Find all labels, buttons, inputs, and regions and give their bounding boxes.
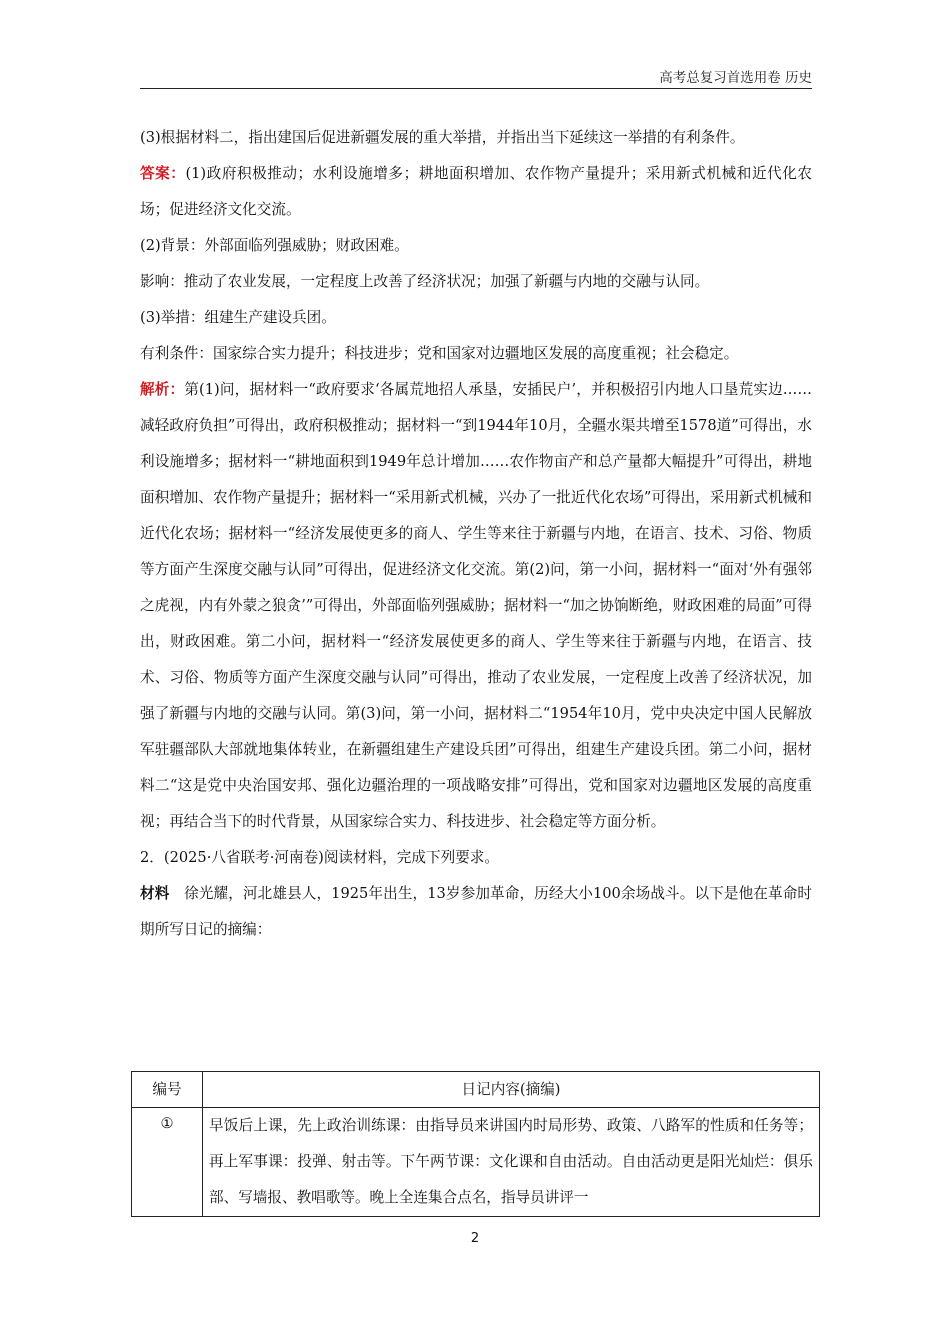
analysis-label: 解析： bbox=[140, 381, 185, 398]
table-header-content: 日记内容(摘编) bbox=[203, 1072, 820, 1108]
row-content: 早饭后上课，先上政治训练课：由指导员来讲国内时局形势、政策、八路军的性质和任务等；再上军事课：投弹、射击等。下午两节课：文化课和自由活动。自由活动更是阳光灿烂：俱乐部、写墙报、教唱歌等。晚上全连集合点名，指导员讲评一 bbox=[203, 1108, 820, 1217]
page-header bbox=[140, 66, 812, 89]
analysis-text: 第(1)问，据材料一“政府要求‘各属荒地招人承垦，安插民户’，并积极招引内地人口垦荒实边……减轻政府负担”可得出，政府积极推动；据材料一“到1944年10月，全疆水渠共增至1578道”可得出，水利设施增多；据材料一“耕地面积到1949年总计增加……农作物亩产和总产量都大幅提升”可得出，耕地面积增加、农作物产量提升；据材料一“采用新式机械，兴办了一批近代化农场”可得出，采用新式机械和近代化农场；据材料一“经济发展使更多的商人、学生等来往于新疆与内地，在语言、技术、习俗、物质等方面产生深度交融与认同”可得出，促进经济文化交流。第(2)问，第一小问，据材料一“面对‘外有强邻之虎视，内有外蒙之狼贪’”可得出，外部面临列强威胁；据材料一“加之协饷断绝，财政困难的局面”可得出，财政困难。第二小问，据材料一“经济发展使更多的商人、学生等来往于新疆与内地，在语言、技术、习俗、物质等方面产生深度交融与认同”可得出，推动了农业发展，一定程度上改善了经济状况，加强了新疆与内地的交融与认同。第(3)问，第一小问，据材料二“1954年10月，党中央决定中国人民解放军驻疆部队大部就地集体转业，在新疆组建生产建设兵团”可得出，组建生产建设兵团。第二小问，据材料二“这是党中央治国安邦、强化边疆治理的一项战略安排”可得出，党和国家对边疆地区发展的高度重视；再结合当下的时代背景，从国家综合实力、科技进步、社会稳定等方面分析。 bbox=[140, 381, 812, 830]
answer-line-1 bbox=[140, 156, 812, 228]
row-number: ① bbox=[132, 1108, 203, 1217]
table-header-row bbox=[132, 1072, 820, 1108]
answer-line-3: 影响：推动了农业发展，一定程度上改善了经济状况；加强了新疆与内地的交融与认同。 bbox=[140, 273, 710, 290]
material-label: 材料 bbox=[140, 885, 170, 902]
answer-line-4: (3)举措：组建生产建设兵团。 bbox=[140, 309, 336, 326]
question-3: (3)根据材料二，指出建国后促进新疆发展的重大举措，并指出当下延续这一举措的有利条件。 bbox=[140, 129, 745, 146]
answer-text-1: (1)政府积极推动；水利设施增多；耕地面积增加、农作物产量提升；采用新式机械和近代化农场；促进经济文化交流。 bbox=[140, 165, 812, 218]
analysis-paragraph bbox=[140, 372, 812, 840]
page-number: 2 bbox=[470, 1231, 480, 1246]
answer-line-2: (2)背景：外部面临列强威胁；财政困难。 bbox=[140, 237, 409, 254]
answer-line-5: 有利条件：国家综合实力提升；科技进步；党和国家对边疆地区发展的高度重视；社会稳定。 bbox=[140, 345, 739, 362]
header-title: 高考总复习首选用卷 历史 bbox=[659, 70, 812, 86]
table-header-number: 编号 bbox=[132, 1072, 203, 1108]
table-row bbox=[132, 1108, 820, 1217]
material-paragraph bbox=[140, 876, 812, 948]
answer-label: 答案： bbox=[140, 165, 186, 182]
diary-table bbox=[131, 1071, 820, 1217]
question-2-intro: 2．(2025·八省联考·河南卷)阅读材料，完成下列要求。 bbox=[140, 849, 499, 866]
material-text: 徐光耀，河北雄县人，1925年出生，13岁参加革命，历经大小100余场战斗。以下是他在革命时期所写日记的摘编： bbox=[140, 885, 812, 938]
document-body bbox=[140, 120, 812, 948]
